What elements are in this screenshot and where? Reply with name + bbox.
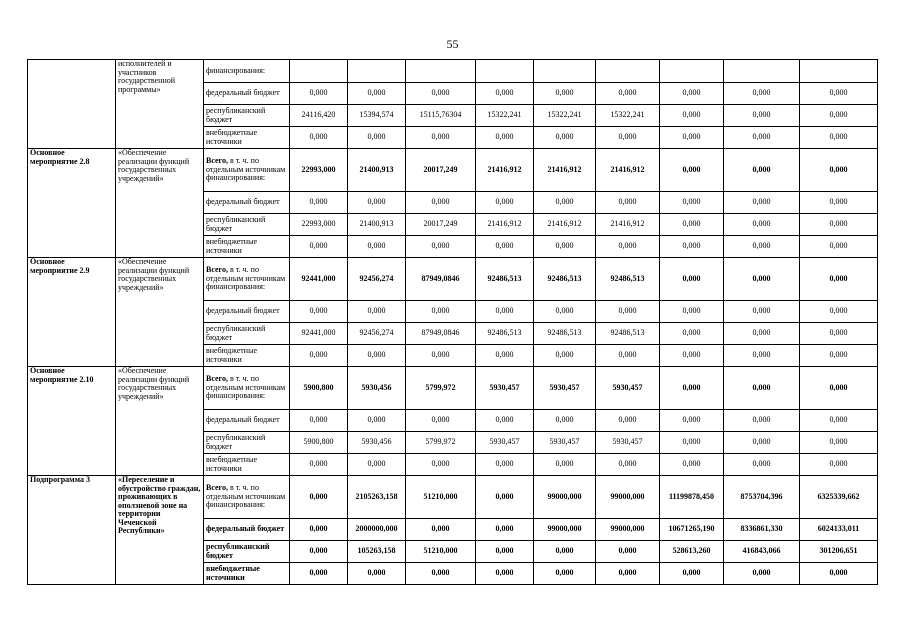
amount-cell: 0,000 bbox=[406, 83, 476, 105]
amount-cell: 0,000 bbox=[724, 432, 800, 454]
amount-cell: 5930,457 bbox=[534, 432, 596, 454]
amount-cell: 0,000 bbox=[406, 519, 476, 541]
page-number: 55 bbox=[446, 37, 459, 51]
amount-cell: 0,000 bbox=[348, 83, 406, 105]
funding-source-text: внебюджетные источники bbox=[206, 346, 257, 364]
funding-source-text: внебюджетные источники bbox=[206, 455, 257, 473]
amount-cell: 416843,066 bbox=[724, 541, 800, 563]
amount-cell: 24116,420 bbox=[290, 105, 348, 127]
funding-source bbox=[204, 60, 290, 83]
amount-cell: 0,000 bbox=[724, 192, 800, 214]
funding-source bbox=[204, 192, 290, 214]
amount-cell: 0,000 bbox=[660, 345, 724, 367]
amount-cell: 0,000 bbox=[800, 563, 878, 585]
amount-cell: 0,000 bbox=[800, 236, 878, 258]
funding-source bbox=[204, 476, 290, 519]
amount-cell: 0,000 bbox=[596, 83, 660, 105]
amount-cell: 21400,913 bbox=[348, 149, 406, 192]
amount-cell: 0,000 bbox=[724, 214, 800, 236]
funding-source-text: в т. ч. по отдельным источникам финансирования: bbox=[206, 374, 286, 401]
amount-cell: 92486,513 bbox=[534, 258, 596, 301]
amount-cell: 0,000 bbox=[348, 236, 406, 258]
amount-cell: 92486,513 bbox=[476, 323, 534, 345]
program-description: «Обеспечение реализации функций государственных учреждений» bbox=[116, 367, 204, 476]
funding-source bbox=[204, 519, 290, 541]
table-row bbox=[28, 367, 878, 410]
program-description: «Обеспечение реализации функций государственных учреждений» bbox=[116, 149, 204, 258]
amount-cell: 0,000 bbox=[476, 127, 534, 149]
amount-cell: 0,000 bbox=[476, 541, 534, 563]
amount-cell: 0,000 bbox=[724, 367, 800, 410]
amount-cell: 99000,000 bbox=[596, 519, 660, 541]
amount-cell: 99000,000 bbox=[534, 476, 596, 519]
amount-cell bbox=[534, 60, 596, 83]
amount-cell: 0,000 bbox=[348, 192, 406, 214]
amount-cell: 8336861,330 bbox=[724, 519, 800, 541]
amount-cell: 0,000 bbox=[724, 83, 800, 105]
amount-cell: 8753704,396 bbox=[724, 476, 800, 519]
amount-cell bbox=[724, 60, 800, 83]
program-description: «Обеспечение реализации функций государственных учреждений» bbox=[116, 258, 204, 367]
amount-cell: 87949,0846 bbox=[406, 258, 476, 301]
amount-cell bbox=[660, 60, 724, 83]
amount-cell: 0,000 bbox=[660, 149, 724, 192]
funding-source-bold: Всего, bbox=[206, 265, 228, 275]
amount-cell: 0,000 bbox=[724, 301, 800, 323]
funding-source bbox=[204, 236, 290, 258]
funding-source-text: федеральный бюджет bbox=[206, 197, 280, 207]
amount-cell: 0,000 bbox=[534, 236, 596, 258]
amount-cell: 21400,913 bbox=[348, 214, 406, 236]
amount-cell: 0,000 bbox=[348, 345, 406, 367]
amount-cell: 0,000 bbox=[800, 345, 878, 367]
amount-cell bbox=[476, 60, 534, 83]
amount-cell: 0,000 bbox=[290, 410, 348, 432]
amount-cell: 0,000 bbox=[800, 432, 878, 454]
amount-cell: 92486,513 bbox=[596, 258, 660, 301]
amount-cell: 21416,912 bbox=[534, 149, 596, 192]
amount-cell: 5930,457 bbox=[534, 367, 596, 410]
amount-cell: 0,000 bbox=[596, 192, 660, 214]
funding-source bbox=[204, 345, 290, 367]
amount-cell: 0,000 bbox=[660, 301, 724, 323]
funding-source-text: в т. ч. по отдельным источникам финансирования: bbox=[206, 265, 286, 292]
amount-cell: 0,000 bbox=[660, 258, 724, 301]
amount-cell: 0,000 bbox=[724, 127, 800, 149]
amount-cell: 0,000 bbox=[476, 345, 534, 367]
amount-cell: 0,000 bbox=[724, 345, 800, 367]
amount-cell: 0,000 bbox=[290, 127, 348, 149]
funding-source bbox=[204, 83, 290, 105]
amount-cell: 0,000 bbox=[660, 236, 724, 258]
amount-cell: 528613,260 bbox=[660, 541, 724, 563]
amount-cell: 0,000 bbox=[660, 367, 724, 410]
program-label: Основное мероприятие 2.8 bbox=[28, 149, 116, 258]
amount-cell: 0,000 bbox=[800, 454, 878, 476]
amount-cell: 0,000 bbox=[476, 410, 534, 432]
funding-source bbox=[204, 367, 290, 410]
funding-source-text: республиканский бюджет bbox=[206, 324, 266, 342]
amount-cell: 0,000 bbox=[724, 149, 800, 192]
funding-source bbox=[204, 301, 290, 323]
funding-source bbox=[204, 214, 290, 236]
amount-cell: 5900,800 bbox=[290, 432, 348, 454]
funding-source bbox=[204, 149, 290, 192]
program-label bbox=[28, 60, 116, 149]
funding-source-text: федеральный бюджет bbox=[206, 306, 280, 316]
amount-cell: 0,000 bbox=[348, 410, 406, 432]
amount-cell: 92456,274 bbox=[348, 323, 406, 345]
program-label: Подпрограмма 3 bbox=[28, 476, 116, 585]
amount-cell: 0,000 bbox=[660, 454, 724, 476]
amount-cell: 0,000 bbox=[406, 127, 476, 149]
amount-cell: 0,000 bbox=[406, 563, 476, 585]
amount-cell: 0,000 bbox=[800, 149, 878, 192]
amount-cell: 6024133,011 bbox=[800, 519, 878, 541]
amount-cell: 0,000 bbox=[596, 236, 660, 258]
amount-cell: 0,000 bbox=[596, 541, 660, 563]
table-row bbox=[28, 60, 878, 83]
amount-cell: 0,000 bbox=[290, 345, 348, 367]
amount-cell: 0,000 bbox=[800, 301, 878, 323]
amount-cell: 0,000 bbox=[800, 323, 878, 345]
amount-cell: 15322,241 bbox=[476, 105, 534, 127]
amount-cell: 0,000 bbox=[724, 410, 800, 432]
amount-cell: 0,000 bbox=[596, 345, 660, 367]
amount-cell: 0,000 bbox=[596, 127, 660, 149]
program-description: исполнителей и участников государственной программы» bbox=[116, 60, 204, 149]
amount-cell: 0,000 bbox=[724, 236, 800, 258]
amount-cell: 0,000 bbox=[724, 258, 800, 301]
amount-cell: 0,000 bbox=[724, 323, 800, 345]
funding-source-text: республиканский бюджет bbox=[206, 106, 266, 124]
amount-cell: 20017,249 bbox=[406, 149, 476, 192]
amount-cell: 5799,972 bbox=[406, 432, 476, 454]
amount-cell: 5930,457 bbox=[596, 367, 660, 410]
funding-source-text: внебюджетные источники bbox=[206, 128, 257, 146]
table-row bbox=[28, 149, 878, 192]
amount-cell: 0,000 bbox=[406, 301, 476, 323]
amount-cell: 99000,000 bbox=[596, 476, 660, 519]
amount-cell: 92486,513 bbox=[476, 258, 534, 301]
amount-cell: 0,000 bbox=[290, 519, 348, 541]
amount-cell: 0,000 bbox=[800, 258, 878, 301]
table-row bbox=[28, 258, 878, 301]
funding-source-bold: Всего, bbox=[206, 156, 228, 166]
funding-source bbox=[204, 127, 290, 149]
amount-cell: 0,000 bbox=[800, 367, 878, 410]
amount-cell: 301206,651 bbox=[800, 541, 878, 563]
amount-cell: 21416,912 bbox=[476, 149, 534, 192]
amount-cell: 21416,912 bbox=[596, 149, 660, 192]
amount-cell: 11199878,450 bbox=[660, 476, 724, 519]
amount-cell: 15394,574 bbox=[348, 105, 406, 127]
funding-source bbox=[204, 410, 290, 432]
amount-cell: 0,000 bbox=[534, 454, 596, 476]
funding-source-text: республиканский бюджет bbox=[206, 433, 266, 451]
amount-cell: 0,000 bbox=[534, 83, 596, 105]
amount-cell: 92441,000 bbox=[290, 323, 348, 345]
funding-source bbox=[204, 454, 290, 476]
amount-cell: 0,000 bbox=[406, 454, 476, 476]
amount-cell: 0,000 bbox=[534, 192, 596, 214]
amount-cell: 21416,912 bbox=[476, 214, 534, 236]
amount-cell: 0,000 bbox=[596, 563, 660, 585]
amount-cell: 0,000 bbox=[476, 563, 534, 585]
funding-source-text: республиканский бюджет bbox=[206, 215, 266, 233]
amount-cell: 87949,0846 bbox=[406, 323, 476, 345]
amount-cell: 0,000 bbox=[660, 323, 724, 345]
program-label: Основное мероприятие 2.10 bbox=[28, 367, 116, 476]
amount-cell: 0,000 bbox=[406, 410, 476, 432]
amount-cell: 0,000 bbox=[290, 236, 348, 258]
amount-cell: 0,000 bbox=[800, 127, 878, 149]
amount-cell: 92456,274 bbox=[348, 258, 406, 301]
amount-cell: 0,000 bbox=[348, 127, 406, 149]
amount-cell: 92486,513 bbox=[534, 323, 596, 345]
amount-cell: 0,000 bbox=[724, 563, 800, 585]
amount-cell: 0,000 bbox=[660, 192, 724, 214]
amount-cell: 0,000 bbox=[476, 476, 534, 519]
amount-cell: 0,000 bbox=[290, 476, 348, 519]
amount-cell: 2105263,158 bbox=[348, 476, 406, 519]
amount-cell: 21416,912 bbox=[534, 214, 596, 236]
amount-cell: 10671265,190 bbox=[660, 519, 724, 541]
amount-cell: 0,000 bbox=[476, 454, 534, 476]
amount-cell: 0,000 bbox=[660, 410, 724, 432]
amount-cell: 105263,158 bbox=[348, 541, 406, 563]
amount-cell: 51210,000 bbox=[406, 476, 476, 519]
amount-cell: 0,000 bbox=[660, 563, 724, 585]
funding-source-bold: Всего, bbox=[206, 374, 228, 384]
funding-source-bold: внебюджетные источники bbox=[206, 564, 260, 582]
funding-source bbox=[204, 563, 290, 585]
amount-cell: 92441,000 bbox=[290, 258, 348, 301]
amount-cell: 0,000 bbox=[724, 105, 800, 127]
amount-cell: 0,000 bbox=[290, 563, 348, 585]
funding-source-text: в т. ч. по отдельным источникам финансирования: bbox=[206, 156, 286, 183]
amount-cell: 0,000 bbox=[290, 83, 348, 105]
amount-cell: 0,000 bbox=[476, 83, 534, 105]
funding-source-bold: Всего, bbox=[206, 483, 228, 493]
amount-cell: 0,000 bbox=[660, 214, 724, 236]
amount-cell: 0,000 bbox=[290, 192, 348, 214]
amount-cell: 5930,456 bbox=[348, 432, 406, 454]
amount-cell: 0,000 bbox=[290, 301, 348, 323]
amount-cell: 5900,800 bbox=[290, 367, 348, 410]
amount-cell bbox=[348, 60, 406, 83]
amount-cell: 0,000 bbox=[800, 83, 878, 105]
amount-cell: 0,000 bbox=[476, 192, 534, 214]
amount-cell: 0,000 bbox=[406, 192, 476, 214]
funding-source-text: федеральный бюджет bbox=[206, 415, 280, 425]
amount-cell: 0,000 bbox=[348, 454, 406, 476]
amount-cell: 22993,000 bbox=[290, 149, 348, 192]
funding-source-text: федеральный бюджет bbox=[206, 88, 280, 98]
amount-cell: 0,000 bbox=[660, 432, 724, 454]
amount-cell: 0,000 bbox=[800, 105, 878, 127]
amount-cell: 0,000 bbox=[534, 345, 596, 367]
funding-source-text: внебюджетные источники bbox=[206, 237, 257, 255]
amount-cell: 0,000 bbox=[290, 541, 348, 563]
amount-cell: 5930,457 bbox=[596, 432, 660, 454]
amount-cell: 0,000 bbox=[534, 301, 596, 323]
amount-cell: 51210,000 bbox=[406, 541, 476, 563]
amount-cell: 0,000 bbox=[476, 236, 534, 258]
amount-cell: 0,000 bbox=[476, 519, 534, 541]
amount-cell: 0,000 bbox=[476, 301, 534, 323]
funding-source-text: в т. ч. по отдельным источникам финансирования: bbox=[206, 483, 286, 510]
amount-cell: 0,000 bbox=[660, 127, 724, 149]
amount-cell: 0,000 bbox=[660, 105, 724, 127]
amount-cell: 15115,76304 bbox=[406, 105, 476, 127]
amount-cell: 0,000 bbox=[660, 83, 724, 105]
amount-cell: 2000000,000 bbox=[348, 519, 406, 541]
funding-source bbox=[204, 323, 290, 345]
amount-cell: 0,000 bbox=[534, 410, 596, 432]
amount-cell: 0,000 bbox=[800, 214, 878, 236]
amount-cell: 0,000 bbox=[534, 563, 596, 585]
amount-cell: 0,000 bbox=[534, 127, 596, 149]
amount-cell: 15322,241 bbox=[596, 105, 660, 127]
amount-cell: 21416,912 bbox=[596, 214, 660, 236]
amount-cell: 0,000 bbox=[348, 301, 406, 323]
program-label: Основное мероприятие 2.9 bbox=[28, 258, 116, 367]
amount-cell: 0,000 bbox=[534, 541, 596, 563]
amount-cell: 0,000 bbox=[406, 236, 476, 258]
amount-cell: 0,000 bbox=[348, 563, 406, 585]
amount-cell bbox=[596, 60, 660, 83]
amount-cell: 0,000 bbox=[406, 345, 476, 367]
amount-cell: 5930,457 bbox=[476, 367, 534, 410]
table-row bbox=[28, 476, 878, 519]
amount-cell: 5930,456 bbox=[348, 367, 406, 410]
amount-cell: 0,000 bbox=[596, 454, 660, 476]
amount-cell bbox=[290, 60, 348, 83]
amount-cell: 6325339,662 bbox=[800, 476, 878, 519]
amount-cell bbox=[406, 60, 476, 83]
funding-source-bold: республиканский бюджет bbox=[206, 542, 270, 560]
amount-cell: 15322,241 bbox=[534, 105, 596, 127]
amount-cell: 22993,000 bbox=[290, 214, 348, 236]
funding-source bbox=[204, 105, 290, 127]
amount-cell: 0,000 bbox=[800, 410, 878, 432]
amount-cell: 0,000 bbox=[290, 454, 348, 476]
funding-source-text: финансирования: bbox=[206, 65, 266, 75]
amount-cell: 0,000 bbox=[724, 454, 800, 476]
program-description: «Переселение и обустройство граждан, проживающих в оползневой зоне на территории Чеченской Республики» bbox=[116, 476, 204, 585]
funding-source-bold: федеральный бюджет bbox=[206, 524, 285, 534]
budget-table bbox=[27, 59, 878, 585]
amount-cell: 92486,513 bbox=[596, 323, 660, 345]
amount-cell: 20017,249 bbox=[406, 214, 476, 236]
amount-cell: 0,000 bbox=[596, 301, 660, 323]
amount-cell: 5930,457 bbox=[476, 432, 534, 454]
amount-cell: 0,000 bbox=[596, 410, 660, 432]
amount-cell: 5799,972 bbox=[406, 367, 476, 410]
amount-cell: 0,000 bbox=[800, 192, 878, 214]
funding-source bbox=[204, 258, 290, 301]
funding-source bbox=[204, 541, 290, 563]
amount-cell bbox=[800, 60, 878, 83]
amount-cell: 99000,000 bbox=[534, 519, 596, 541]
funding-source bbox=[204, 432, 290, 454]
